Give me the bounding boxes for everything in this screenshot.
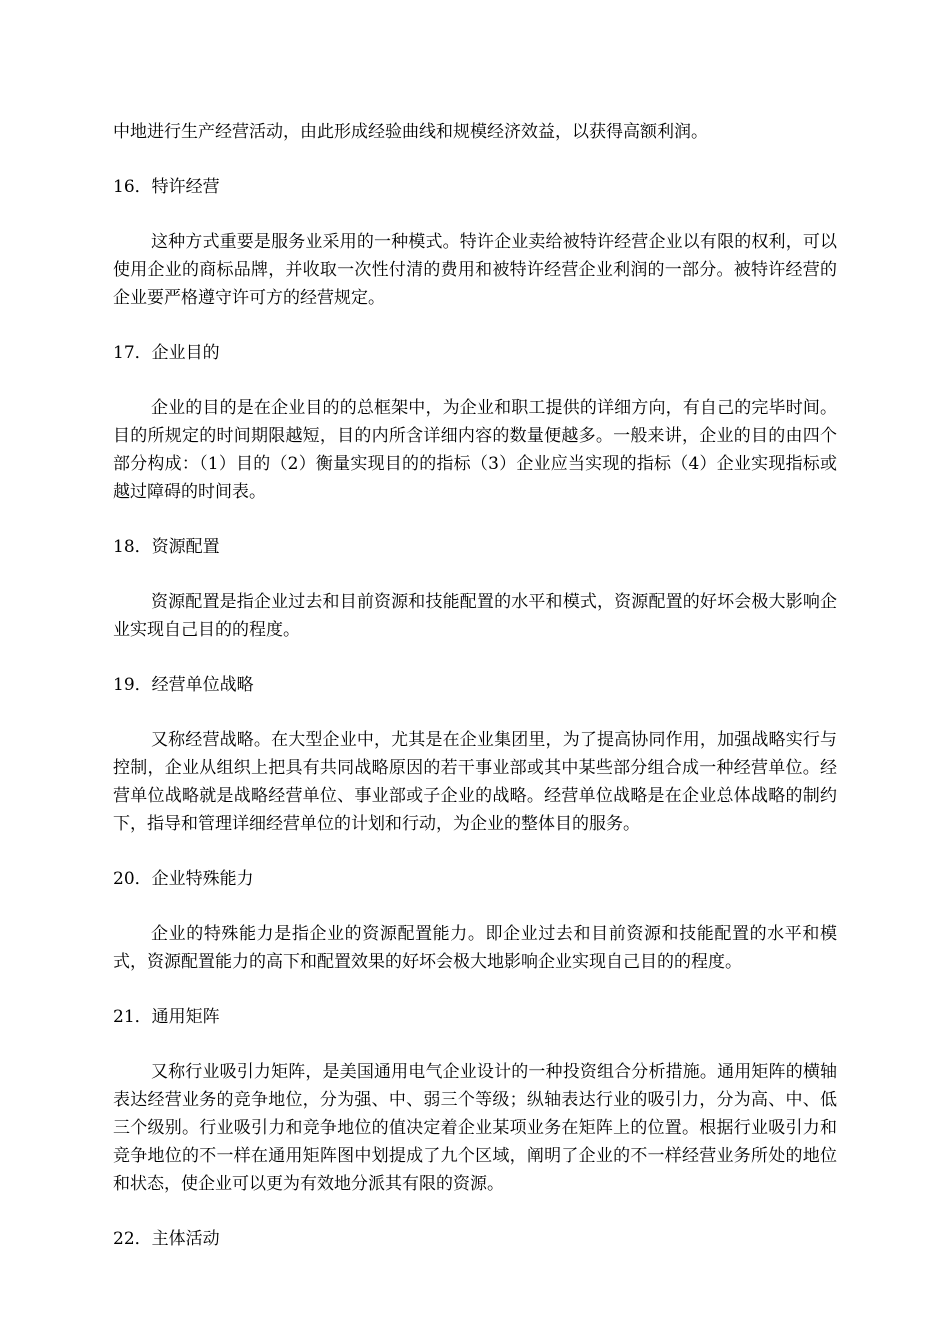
heading-22: 22．主体活动 (113, 1229, 220, 1249)
paragraph-17: 企业的目的是在企业目的的总框架中，为企业和职工提供的详细方向，有自己的完毕时间。目的所规定的时间期限越短，目的内所含详细内容的数量便越多。一般来讲，企业的目的由四个部分构成：（1）目的（2）衡量实现目的的指标（3）企业应当实现的指标（4）企业实现指标或越过障碍的时间表。 (113, 398, 837, 502)
paragraph-18: 资源配置是指企业过去和目前资源和技能配置的水平和模式，资源配置的好坏会极大影响企业实现自己目的的程度。 (113, 592, 837, 640)
heading-16: 16．特许经营 (113, 177, 220, 197)
paragraph-19: 又称经营战略。在大型企业中，尤其是在企业集团里，为了提高协同作用，加强战略实行与控制，企业从组织上把具有共同战略原因的若干事业部或其中某些部分组合成一种经营单位。经营单位战略就是战略经营单位、事业部或子企业的战略。经营单位战略是在企业总体战略的制约下，指导和管理详细经营单位的计划和行动，为企业的整体目的服务。 (113, 730, 837, 834)
heading-19: 19．经营单位战略 (113, 675, 254, 695)
heading-18: 18．资源配置 (113, 537, 220, 557)
heading-21: 21．通用矩阵 (113, 1007, 220, 1027)
paragraph-20: 企业的特殊能力是指企业的资源配置能力。即企业过去和目前资源和技能配置的水平和模式，资源配置能力的高下和配置效果的好坏会极大地影响企业实现自己目的的程度。 (113, 924, 837, 972)
paragraph-intro: 中地进行生产经营活动，由此形成经验曲线和规模经济效益，以获得高额利润。 (113, 122, 708, 142)
paragraph-21: 又称行业吸引力矩阵，是美国通用电气企业设计的一种投资组合分析措施。通用矩阵的横轴表达经营业务的竞争地位，分为强、中、弱三个等级；纵轴表达行业的吸引力，分为高、中、低三个级别。行业吸引力和竞争地位的值决定着企业某项业务在矩阵上的位置。根据行业吸引力和竞争地位的不一样在通用矩阵图中划提成了九个区域，阐明了企业的不一样经营业务所处的地位和状态，使企业可以更为有效地分派其有限的资源。 (113, 1062, 837, 1194)
heading-20: 20．企业特殊能力 (113, 869, 254, 889)
heading-17: 17．企业目的 (113, 343, 220, 363)
paragraph-16: 这种方式重要是服务业采用的一种模式。特许企业卖给被特许经营企业以有限的权利，可以使用企业的商标品牌，并收取一次性付清的费用和被特许经营企业利润的一部分。被特许经营的企业要严格遵守许可方的经营规定。 (113, 232, 837, 308)
document-page (113, 118, 837, 1253)
